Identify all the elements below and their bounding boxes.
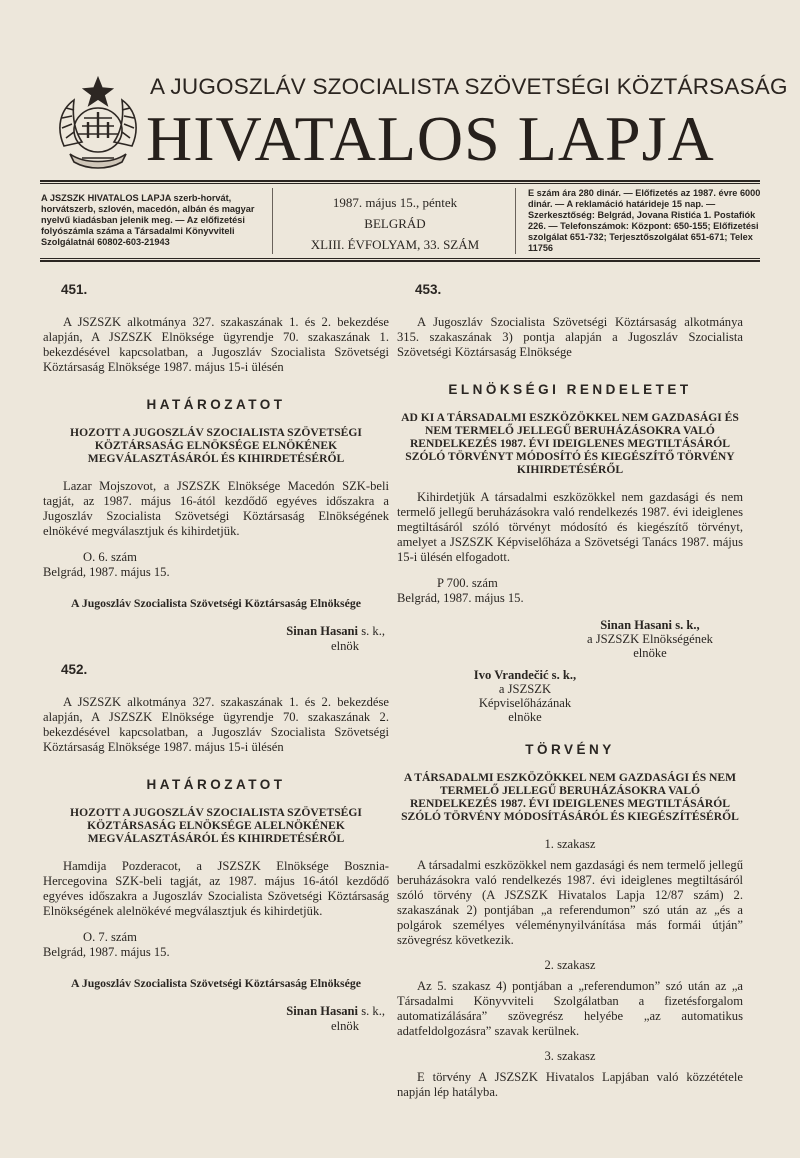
issue-volume: XLIII. ÉVFOLYAM, 33. SZÁM xyxy=(310,237,480,252)
decree-453-sig1-line2: a JSZSZK Elnökségének xyxy=(587,632,713,646)
decree-number-452: 452. xyxy=(61,662,88,677)
law-subhead: A TÁRSADALMI ESZKÖZÖKKEL NEM GAZDASÁGI ÉS NEM TERMELŐ JELLEGŰ BERUHÁZÁSOKRA VALÓ RENDELKEZÉS 1987. ÉVI IDEIGLENES MEGTILTÁSÁRÓL SZÓLÓ TÖRVÉNY MÓDOSÍTÁSÁRÓL ÉS KIEGÉSZÍTÉSÉRŐL xyxy=(401,771,739,823)
law-section-3-title: 3. szakasz xyxy=(544,1049,596,1063)
issue-date: 1987. május 15., péntek xyxy=(332,195,458,210)
law-section-1-body: A társadalmi eszközökkel nem gazdasági és nem termelő jellegű beruházásokra való rendelkezés 1987. évi ideiglenes megtiltásáról szóló törvény (A JSZSZK Hivatalos Lapja 12/87 szám) 2. szakaszának 2) pontjában „a referendumon” szó után az „és a polgárok személyes véleménynyilvánítása más formái útján” szövegrész következik. xyxy=(397,858,743,947)
decree-453-sig1-name: Sinan Hasani s. k., xyxy=(600,618,700,632)
decree-453-sig2-name: Ivo Vrandečić s. k., xyxy=(473,668,577,682)
decree-453-signature-2 xyxy=(457,668,593,724)
decree-451-signer-title: elnök xyxy=(331,639,359,653)
state-emblem-icon xyxy=(52,72,144,176)
header-price-info: E szám ára 280 dinár. — Előfizetés az 1987. évre 6000 dinár. — A reklamáció határideje 15 nap. — Szerkesztőség: Belgrád, Jovana Ristića 1. Postafiók 226. — Telefonszámok: Központ: 650-155; Előfizetési szolgálat 651-732; Terjesztőszolgálat 651-671; Telex 11756 xyxy=(528,188,761,253)
decree-452-signature xyxy=(43,1004,389,1019)
decree-452-heading: HATÁROZATOT xyxy=(146,777,286,792)
law-section-2-title: 2. szakasz xyxy=(544,958,596,972)
decree-453-ref: P 700. szám xyxy=(437,576,498,590)
decree-452-intro: A JSZSZK alkotmánya 327. szakaszának 1. és 2. bekezdése alapján, A JSZSZK Elnöksége ügyrendje 70. szakaszának 2. bekezdésével kapcsolatban, a Jugoszláv Szocialista Szövetségi Köztársaság Elnöksége 1987. május 15-i ülésén xyxy=(43,695,389,754)
header-divider-left xyxy=(272,188,273,254)
decree-451-heading: HATÁROZATOT xyxy=(146,397,286,412)
decree-451-org: A Jugoszláv Szocialista Szövetségi Köztársaság Elnöksége xyxy=(71,596,361,610)
decree-number-451: 451. xyxy=(61,282,88,297)
decree-453-signature-1 xyxy=(557,618,743,660)
decree-451-location: Belgrád, 1987. május 15. xyxy=(43,565,170,579)
decree-451-signer: Sinan Hasani xyxy=(286,624,359,638)
decree-452-body: Hamdija Pozderacot, a JSZSZK Elnöksége Bosznia-Hercegovina SZK-beli tagját, az 1987. május 16-ától kezdődő egyéves időszakra a Jugoszláv Szocialista Szövetségi Köztársaság Elnökségének alelnökévé megválasztjuk és kihirdetjük. xyxy=(43,859,389,918)
right-column xyxy=(397,276,743,1100)
decree-451-intro: A JSZSZK alkotmánya 327. szakaszának 1. és 2. bekezdése alapján, A JSZSZK Elnöksége ügyrendje 70. szakaszának 1. bekezdésével kapcsolatban, a Jugoszláv Szocialista Szövetségi Köztársaság Elnöksége 1987. május 15-i ülésén xyxy=(43,315,389,374)
masthead-title: HIVATALOS LAPJA xyxy=(146,103,715,174)
decree-453-heading: ELNÖKSÉGI RENDELETET xyxy=(448,382,692,397)
decree-453-body: Kihirdetjük A társadalmi eszközökkel nem gazdasági és nem termelő jellegű beruházásokra való rendelkezés 1987. évi ideiglenes megtiltásáról szóló törvényt módosító és kiegészítő törvényt, amelyet a JSZSZK Képviselőháza a Szövetségi Tanács 1987. május 15-i ülésén elfogadott. xyxy=(397,490,743,564)
masthead-rule-top xyxy=(40,180,760,182)
decree-453-sig2-line2: a JSZSZK Képviselőházának xyxy=(478,682,572,710)
decree-452-signer-suffix: s. k., xyxy=(358,1004,385,1018)
decree-453-sig1-line3: elnöke xyxy=(633,646,667,660)
decree-453-sig2-line3: elnöke xyxy=(508,710,542,724)
decree-452-subhead: HOZOTT A JUGOSZLÁV SZOCIALISTA SZÖVETSÉGI KÖZTÁRSASÁG ELNÖKSÉGE ALELNÖKÉNEK MEGVÁLASZTÁSÁRÓL ÉS KIHIRDETÉSÉRŐL xyxy=(70,806,362,845)
decree-451-signer-suffix: s. k., xyxy=(358,624,385,638)
decree-451-body: Lazar Mojszovot, a JSZSZK Elnöksége Macedón SZK-beli tagját, az 1987. május 16-ától kezdődő egyéves időszakra a Jugoszláv Szocialista Szövetségi Köztársaság Elnökségének elnökévé megválasztjuk és kihirdetjük. xyxy=(43,479,389,538)
law-heading: TÖRVÉNY xyxy=(525,742,615,757)
header-issue-info xyxy=(290,192,500,255)
decree-451-ref: O. 6. szám xyxy=(83,550,137,564)
decree-452-signer-title: elnök xyxy=(331,1019,359,1033)
issue-city: BELGRÁD xyxy=(364,216,426,231)
decree-451-signature xyxy=(43,624,389,639)
header-subscription-info: A JSZSZK HIVATALOS LAPJA szerb-horvát, horvátszerb, szlovén, macedón, albán és magyar nyelvű kiadásban jelenik meg. — Az előfizetési folyószámla száma a Társadalmi Könyvviteli Szolgálatnál 60802-603-21943 xyxy=(41,193,255,247)
decree-453-location: Belgrád, 1987. május 15. xyxy=(397,591,524,605)
left-column xyxy=(43,276,389,1034)
law-section-1-title: 1. szakasz xyxy=(544,837,596,851)
masthead-rule-top-thin xyxy=(40,183,760,184)
decree-452-location: Belgrád, 1987. május 15. xyxy=(43,945,170,959)
decree-453-subhead: AD KI A TÁRSADALMI ESZKÖZÖKKEL NEM GAZDASÁGI ÉS NEM TERMELŐ JELLEGŰ BERUHÁZÁSOKRA VALÓ RENDELKEZÉS 1987. ÉVI IDEIGLENES MEGTILTÁSÁRÓL SZÓLÓ TÖRVÉNYT MÓDOSÍTÓ ÉS KIEGÉSZÍTŐ TÖRVÉNY KIHIRDETÉSÉRŐL xyxy=(401,411,739,476)
header-divider-right xyxy=(515,188,516,254)
masthead-rule-bottom xyxy=(40,260,760,262)
decree-452-org: A Jugoszláv Szocialista Szövetségi Köztársaság Elnöksége xyxy=(71,976,361,990)
decree-453-intro: A Jugoszláv Szocialista Szövetségi Köztársaság alkotmánya 315. szakaszának 3) pontja alapján a Jugoszláv Szocialista Szövetségi Köztársaság Elnöksége xyxy=(397,315,743,359)
masthead-rule-bottom-thin xyxy=(40,258,760,259)
law-section-2-body: Az 5. szakasz 4) pontjában a „referendumon” szó után az „a Társadalmi Könyvviteli Szolgálatban a fizetésforgalom automatizálására” szövegrész helyébe „az automatikus adatfeldolgozásra” szavak kerülnek. xyxy=(397,979,743,1038)
decree-452-ref: O. 7. szám xyxy=(83,930,137,944)
decree-451-subhead: HOZOTT A JUGOSZLÁV SZOCIALISTA SZÖVETSÉGI KÖZTÁRSASÁG ELNÖKSÉGE ELNÖKÉNEK MEGVÁLASZTÁSÁRÓL ÉS KIHIRDETÉSÉRŐL xyxy=(70,426,362,465)
law-section-3-body: E törvény A JSZSZK Hivatalos Lapjában való közzététele napján lép hatályba. xyxy=(397,1070,743,1099)
masthead-subtitle: A JUGOSZLÁV SZOCIALISTA SZÖVETSÉGI KÖZTÁRSASÁG xyxy=(150,74,788,99)
decree-452-signer: Sinan Hasani xyxy=(286,1004,359,1018)
decree-number-453: 453. xyxy=(415,282,442,297)
